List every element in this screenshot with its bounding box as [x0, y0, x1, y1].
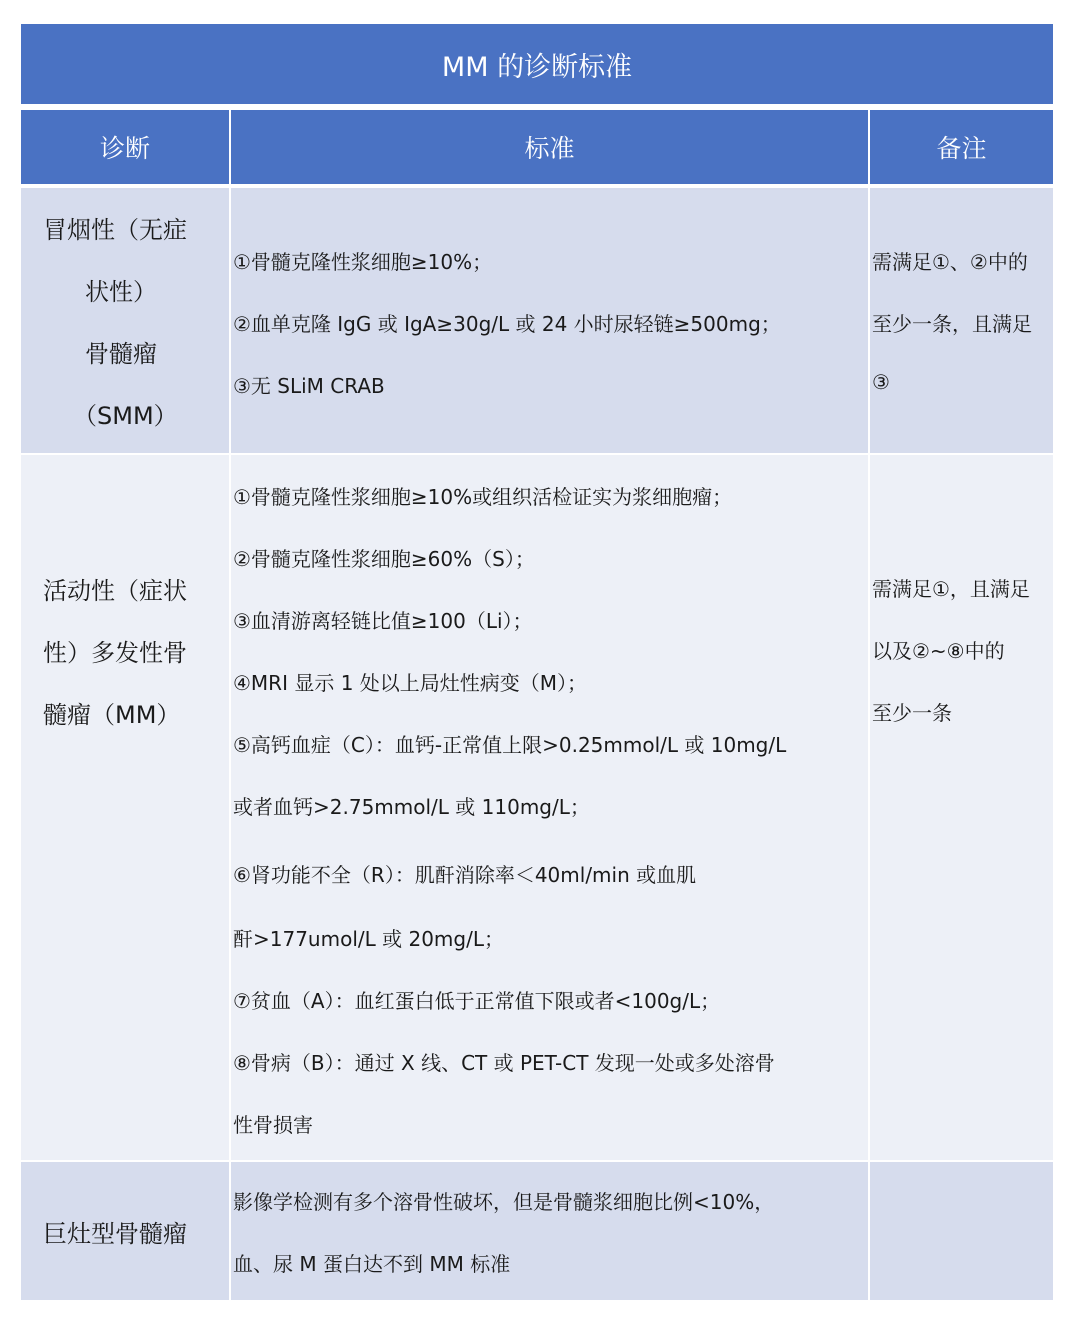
diagnosis-line: 骨髓瘤 [85, 340, 157, 368]
criteria-line: 或者血钙>2.75mmol/L 或 110mg/L； [233, 795, 590, 819]
table-header-row [21, 110, 1053, 184]
diagnosis-cell [21, 455, 229, 1160]
criteria-line: ⑦贫血（A）：血红蛋白低于正常值下限或者<100g/L； [233, 989, 721, 1013]
diagnosis-line: 状性） [85, 278, 157, 306]
header-notes: 备注 [870, 110, 1053, 184]
header-criteria: 标准 [231, 110, 868, 184]
criteria-line: ③血清游离轻链比值≥100（Li）； [233, 609, 533, 633]
criteria-cell [231, 188, 868, 453]
diagnosis-line: 活动性（症状 [43, 577, 187, 605]
criteria-line: 血、尿 M 蛋白达不到 MM 标准 [233, 1252, 511, 1276]
criteria-line: 性骨损害 [233, 1113, 313, 1137]
criteria-line: ⑥肾功能不全（R）：肌酐消除率＜40ml/min 或血肌 [233, 863, 697, 887]
criteria-cell [231, 455, 868, 1160]
criteria-line: 酐>177umol/L 或 20mg/L； [233, 927, 504, 951]
note-line: ③ [872, 370, 890, 394]
criteria-line: ②骨髓克隆性浆细胞≥60%（S）； [233, 547, 535, 571]
criteria-line: ⑧骨病（B）：通过 X 线、CT 或 PET-CT 发现一处或多处溶骨 [233, 1051, 775, 1075]
notes-cell [870, 1162, 1053, 1300]
diagnosis-line: 冒烟性（无症 [43, 216, 187, 244]
diagnosis-line: 性）多发性骨 [43, 639, 187, 667]
notes-cell [870, 455, 1053, 1160]
diagnosis-cell [21, 188, 229, 453]
criteria-line: ⑤高钙血症（C）：血钙-正常值上限>0.25mmol/L 或 10mg/L [233, 733, 787, 757]
diagnosis-cell [21, 1162, 229, 1300]
note-line: 需满足①，且满足 [872, 577, 1030, 601]
criteria-line: ①骨髓克隆性浆细胞≥10%或组织活检证实为浆细胞瘤； [233, 485, 733, 509]
notes-cell [870, 188, 1053, 453]
criteria-line: ③无 SLiM CRAB [233, 374, 385, 398]
note-line: 至少一条，且满足 [872, 312, 1032, 336]
note-line: 需满足①、②中的 [872, 250, 1028, 274]
criteria-line: ①骨髓克隆性浆细胞≥10%； [233, 250, 493, 274]
header-diagnosis: 诊断 [21, 110, 229, 184]
criteria-line: 影像学检测有多个溶骨性破坏，但是骨髓浆细胞比例<10%， [233, 1190, 775, 1214]
note-line: 以及②~⑧中的 [872, 639, 1005, 663]
diagnosis-line: 巨灶型骨髓瘤 [43, 1220, 187, 1248]
table-row-macrofocal [21, 1162, 1053, 1300]
diagnosis-line: 髓瘤（MM） [43, 701, 181, 729]
note-line: 至少一条 [872, 701, 952, 725]
table-row-smm [21, 188, 1053, 453]
table-row-mm [21, 455, 1053, 1160]
diagnosis-line: （SMM） [73, 402, 178, 430]
table-title: MM 的诊断标准 [21, 24, 1053, 104]
criteria-cell [231, 1162, 868, 1300]
criteria-line: ④MRI 显示 1 处以上局灶性病变（M）； [233, 671, 588, 695]
criteria-line: ②血单克隆 IgG 或 IgA≥30g/L 或 24 小时尿轻链≥500mg； [233, 312, 781, 336]
